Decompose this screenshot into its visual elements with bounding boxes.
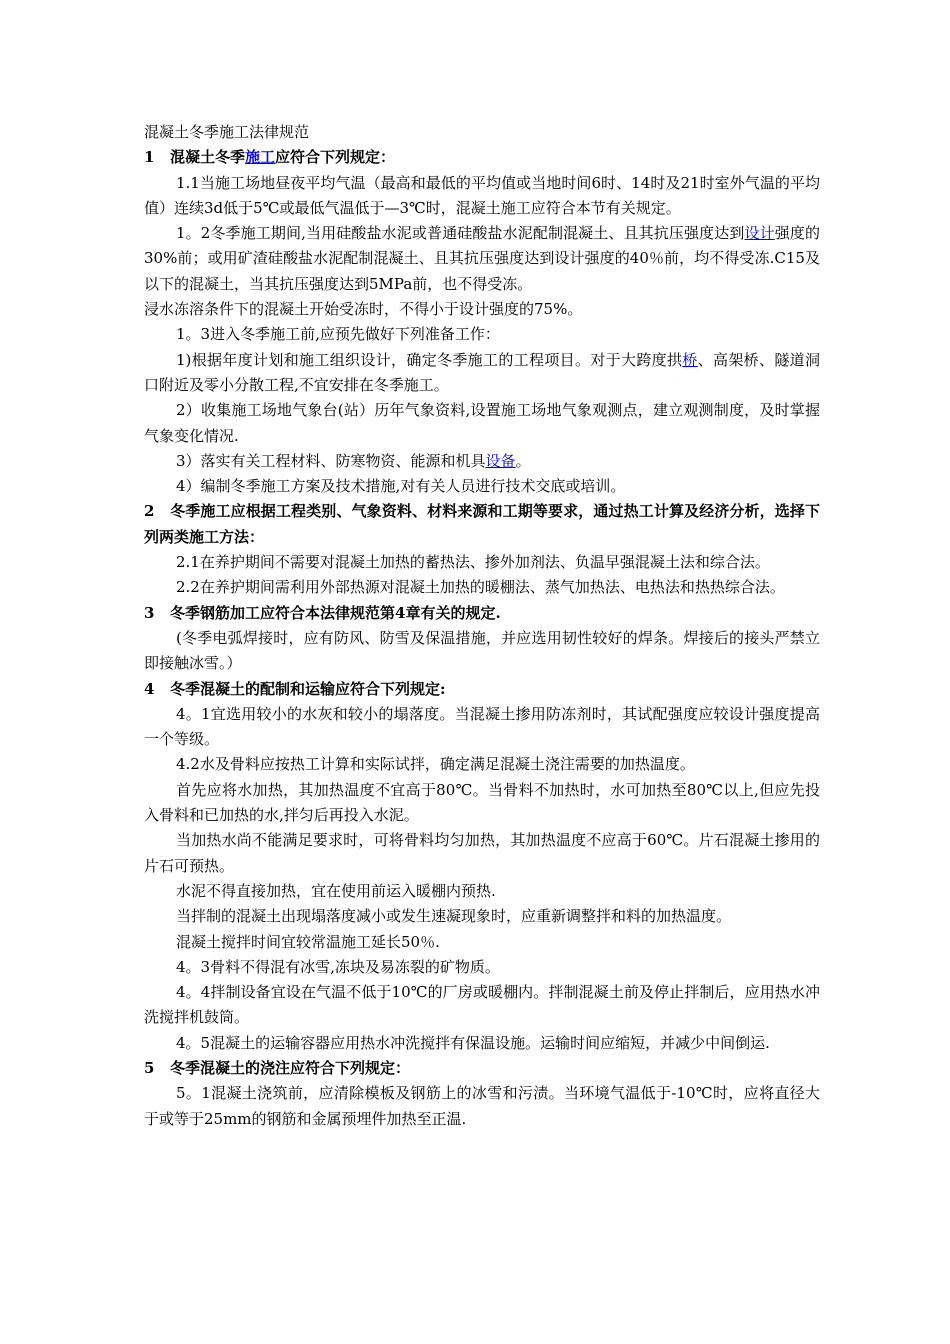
paragraph-1-3-4: 4）编制冬季施工方案及技术措施,对有关人员进行技术交底或培训。 bbox=[176, 477, 626, 496]
link-equipment[interactable]: 设备 bbox=[485, 451, 516, 470]
paragraph-text: 。 bbox=[515, 451, 531, 470]
paragraph-4-4: 4。4拌制设备宜设在气温不低于10℃的厂房或暖棚内。拌制混凝土前及停止拌制后，应用热水冲洗搅拌机鼓筒。 bbox=[144, 983, 820, 1027]
paragraph-text: 1)根据年度计划和施工组织设计，确定冬季施工的工程项目。对于大跨度拱 bbox=[176, 350, 683, 369]
paragraph-1-3: 1。3进入冬季施工前,应预先做好下列准备工作： bbox=[176, 325, 500, 344]
link-construction[interactable]: 施工 bbox=[245, 148, 276, 167]
paragraph-text: 强度的30%前；或用矿渣硅酸盐水泥配制混凝土、且其抗压强度达到设计强度的40％前，均不得受冻.C15及以下的混凝土，当其抗压强度达到5MPa前，也不得受冻。 bbox=[144, 224, 820, 293]
heading-text: 应符合下列规定： bbox=[275, 148, 396, 167]
paragraph-4-2e: 混凝土搅拌时间宜较常温施工延长50％. bbox=[176, 932, 440, 951]
paragraph-1-3-2: 2）收集施工场地气象台(站）历年气象资料,设置施工场地气象观测点，建立观测制度，及时掌握气象变化情况. bbox=[144, 401, 820, 445]
paragraph-text: 1。2冬季施工期间,当用硅酸盐水泥或普通硅酸盐水泥配制混凝土、且其抗压强度达到 bbox=[176, 224, 745, 243]
paragraph-5-1: 5。1混凝土浇筑前，应清除模板及钢筋上的冰雪和污渍。当环境气温低于-10℃时，应将直径大于或等于25mm的钢筋和金属预埋件加热至正温. bbox=[144, 1084, 820, 1128]
link-design[interactable]: 设计 bbox=[744, 224, 775, 243]
heading-text: 冬季混凝土的浇注应符合下列规定： bbox=[170, 1058, 411, 1077]
paragraph-4-2c: 水泥不得直接加热，宜在使用前运入暖棚内预热. bbox=[176, 881, 496, 900]
paragraph-text: 3）落实有关工程材料、防寒物资、能源和机具 bbox=[176, 451, 486, 470]
section-number: 5 bbox=[144, 1058, 155, 1077]
paragraph-4-2: 4.2水及骨料应按热工计算和实际试拌，确定满足混凝土浇注需要的加热温度。 bbox=[176, 755, 695, 774]
heading-text: 冬季钢筋加工应符合本法律规范第4章有关的规定. bbox=[170, 603, 501, 622]
paragraph-text: 、高架桥、隧道洞口附近及零小分散工程,不宜安排在冬季施工。 bbox=[144, 350, 820, 394]
paragraph-4-2b: 当加热水尚不能满足要求时，可将骨料均匀加热，其加热温度不应高于60℃。片石混凝土掺用的片石可预热。 bbox=[144, 831, 820, 875]
paragraph-2-2: 2.2在养护期间需利用外部热源对混凝土加热的暖棚法、蒸气加热法、电热法和热热综合法。 bbox=[176, 578, 785, 597]
paragraph-4-3: 4。3骨料不得混有冰雪,冻块及易冻裂的矿物质。 bbox=[176, 957, 500, 976]
section-heading-2 bbox=[144, 499, 820, 550]
paragraph-4-1: 4。1宜选用较小的水灰和较小的塌落度。当混凝土掺用防冻剂时，其试配强度应较设计强度提高一个等级。 bbox=[144, 704, 820, 749]
paragraph-1-2 bbox=[144, 221, 820, 297]
paragraph-1-1: 1.1当施工场地昼夜平均气温（最高和最低的平均值或当地时间6时、14时及21时室外气温的平均值）连续3d低于5℃或最低气温低于—3℃时，混凝土施工应符合本节有关规定。 bbox=[144, 173, 820, 217]
section-heading-3 bbox=[144, 601, 820, 626]
document-body bbox=[144, 120, 820, 1132]
paragraph-4-5: 4。5混凝土的运输容器应用热水冲洗搅拌有保温设施。运输时间应缩短，并减少中间倒运. bbox=[176, 1033, 770, 1052]
section-number: 1 bbox=[144, 148, 155, 167]
section-number: 3 bbox=[144, 603, 155, 622]
section-heading-5 bbox=[144, 1056, 820, 1081]
heading-text: 冬季施工应根据工程类别、气象资料、材料来源和工期等要求，通过热工计算及经济分析，选择下列两类施工方法： bbox=[144, 502, 820, 546]
section-heading-4 bbox=[144, 677, 820, 702]
link-bridge[interactable]: 桥 bbox=[682, 350, 698, 369]
paragraph-3: (冬季电弧焊接时，应有防风、防雪及保温措施，并应选用韧性较好的焊条。焊接后的接头严禁立即接触冰雪。） bbox=[144, 628, 820, 673]
paragraph-1-3-1 bbox=[144, 348, 820, 399]
paragraph-4-2a: 首先应将水加热，其加热温度不宜高于80℃。当骨料不加热时，水可加热至80℃以上,但应先投入骨料和已加热的水,拌匀后再投入水泥。 bbox=[144, 780, 820, 825]
paragraph-2-1: 2.1在养护期间不需要对混凝土加热的蓄热法、掺外加剂法、负温早强混凝土法和综合法。 bbox=[176, 553, 770, 572]
heading-text: 混凝土冬季 bbox=[170, 148, 246, 167]
document-title: 混凝土冬季施工法律规范 bbox=[144, 123, 310, 141]
section-number: 2 bbox=[144, 502, 155, 521]
heading-text: 冬季混凝土的配制和运输应符合下列规定: bbox=[170, 679, 446, 698]
paragraph-4-2d: 当拌制的混凝土出现塌落度减小或发生速凝现象时，应重新调整拌和料的加热温度。 bbox=[176, 907, 732, 926]
paragraph-1-2b: 浸水冻溶条件下的混凝土开始受冻时，不得小于设计强度的75%。 bbox=[144, 300, 583, 319]
paragraph-1-3-3 bbox=[144, 449, 820, 474]
section-heading-1 bbox=[144, 145, 820, 170]
section-number: 4 bbox=[144, 679, 155, 698]
